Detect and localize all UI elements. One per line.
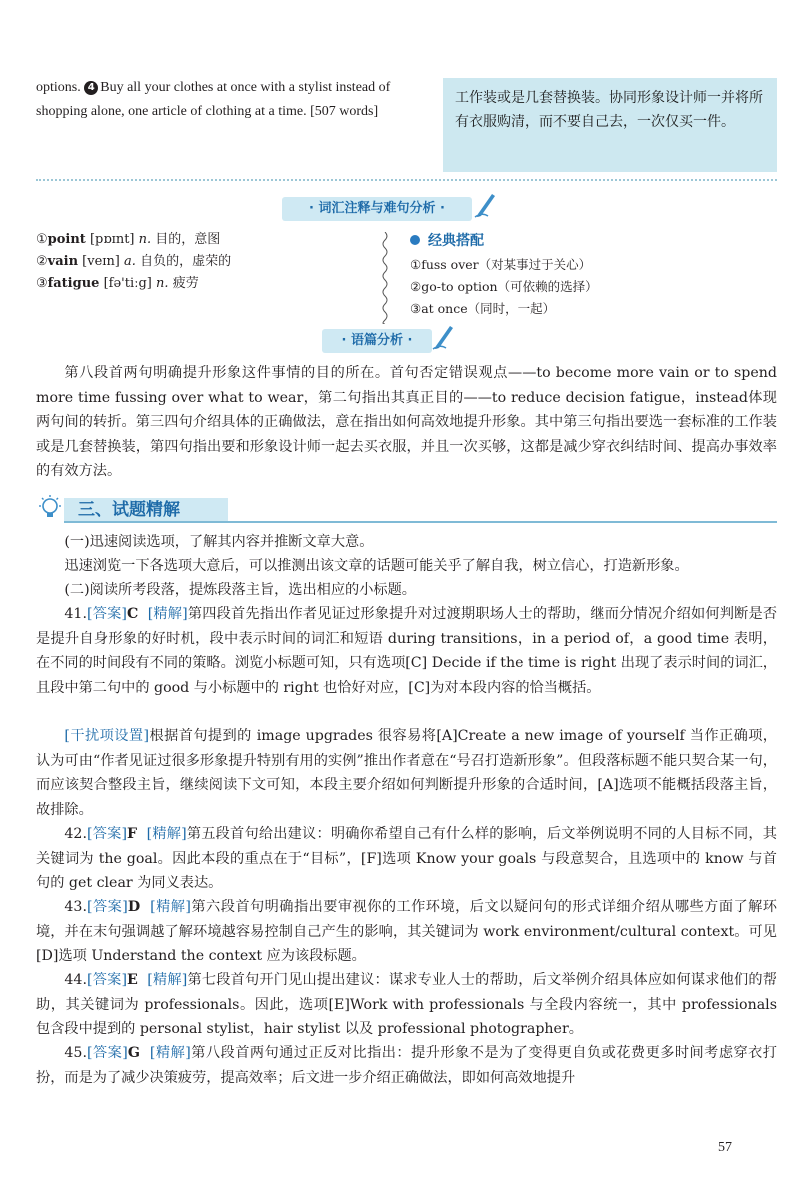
vocab-list: [36, 229, 366, 295]
step1-detail: 迅速浏览一下各选项大意后，可以推测出该文章的话题可能关乎了解自我，树立信心，打造新形象。: [64, 558, 689, 574]
question-43: 43.[答案]D [精解]第六段首句明确指出要审视你的工作环境，后文以疑问句的形式详细介绍从哪些方面了解环境，并在末句强调越了解环境越容易控制自己产生的影响，其关键词为 work environment/cultural context。可见[D]选项 Understand the context 应为该段标题。: [36, 899, 777, 964]
section3-header: [36, 494, 777, 524]
section3-rule: [64, 521, 777, 523]
answer-letter: C: [126, 606, 139, 622]
step1: (一)迅速阅读选项，了解其内容并推断文章大意。: [64, 534, 374, 550]
word-count: [507 words]: [310, 104, 379, 119]
collocations-title: 经典搭配: [410, 231, 484, 251]
collocations-list: [410, 254, 598, 320]
page-number: 57: [718, 1140, 732, 1155]
question-42: 42.[答案]F [精解]第五段首句给出建议：明确你希望自己有什么样的影响，后文举例说明不同的人目标不同，其关键词为 the goal。因此本段的重点在于“目标”，[F]选项 Know your goals 与段意契合，且选项中的 know 与首句的 get clear 为同义表达。: [36, 826, 777, 891]
analysis-paragraph: 第八段首两句明确提升形象这件事情的目的所在。首句否定错误观点——to become more vain or to spend more time fussing over what to wear，第二句指出其真正目的——to reduce decision fatigue，instead体现两句间的转折。第三四句介绍具体的正确做法，意在指出如何高效地提升形象。其中第三句指出要选一套标准的工作装或是几套替换装，第四句指出要和形象设计师一起去买衣服，并且一次买够，这都是减少穿衣纠结时间、提高办事效率的有效方法。: [36, 365, 777, 479]
passage-tail: [36, 76, 431, 124]
passage-text-before: options.: [36, 80, 81, 95]
distractor-tag: [干扰项设置]: [64, 728, 150, 744]
step2: (二)阅读所考段落，提炼段落主旨，选出相应的小标题。: [64, 582, 416, 598]
collocation-item: ③at once（同时，一起）: [410, 301, 556, 316]
translation-text: 工作装或是几套替换装。协同形象设计师一并将所有衣服购清，而不要自己去，一次仅买一件。: [455, 90, 763, 130]
vocab-item: ③fatigue [fə'tiːg] n. 疲劳: [36, 276, 199, 291]
vocab-item: ①point [pɒɪnt] n. 目的，意图: [36, 232, 221, 247]
collocation-item: ①fuss over（对某事过于关心）: [410, 257, 592, 272]
analysis-section-heading: · 语篇分析 ·: [322, 329, 432, 353]
question-41-distractor: [干扰项设置]根据首句提到的 image upgrades 很容易将[A]Create a new image of yourself 当作正确项，认为可由“作者见证过很多形象提升特别有用的实例”推出作者意在“号召打造新形象”。但段落标题不能只契合某一句，而应该契合整段主旨，继续阅读下文可知，本段主要介绍如何判断提升形象的合适时间，[A]选项不能概括段落主旨，故排除。: [36, 728, 777, 818]
wavy-divider: [380, 232, 390, 324]
translation-box: [443, 78, 777, 172]
lightbulb-icon: [36, 494, 64, 522]
sentence-number-badge: 4: [84, 81, 98, 95]
section3-title: 三、试题精解: [78, 500, 180, 520]
passage-text-after: Buy all your clothes at once with a stylist instead of shopping alone, one article of clothing at a time.: [36, 80, 391, 119]
dotted-divider: [36, 179, 777, 181]
answer-tag: [答案]: [86, 606, 127, 622]
pen-icon: [432, 322, 456, 350]
collocation-item: ②go-to option（可依赖的选择）: [410, 279, 598, 294]
bullet-icon: [410, 235, 420, 245]
question-45: 45.[答案]G [精解]第八段首两句通过正反对比指出：提升形象不是为了变得更自负或花费更多时间考虑穿衣打扮，而是为了减少决策疲劳，提高效率；后文进一步介绍正确做法，即如何高效地提升: [36, 1045, 777, 1086]
pen-icon: [474, 190, 498, 218]
explain-tag: [精解]: [147, 606, 188, 622]
vocab-item: ②vain [veɪn] a. 自负的，虚荣的: [36, 254, 232, 269]
question-44: 44.[答案]E [精解]第七段首句开门见山提出建议：谋求专业人士的帮助，后文举例介绍具体应如何谋求他们的帮助，其关键词为 professionals。因此，选项[E]Work with professionals 与全段内容统一，其中 professionals 包含段中提到的 personal stylist，hair stylist 以及 professional photographer。: [36, 972, 777, 1037]
vocab-section-heading: · 词汇注释与难句分析 ·: [282, 197, 472, 221]
question-41: 41.[答案]C [精解]第四段首先指出作者见证过形象提升对过渡期职场人士的帮助，继而分情况介绍如何判断是否是提升自身形象的好时机，段中表示时间的词汇和短语 during transitions，in a period of，a good time 表明，在不同的时间段有不同的策略。浏览小标题可知，只有选项[C] Decide if the time is right 出现了表示时间的词汇，且段中第二句中的 good 与小标题中的 right 也恰好对应，[C]为对本段内容的恰当概括。: [36, 606, 778, 696]
